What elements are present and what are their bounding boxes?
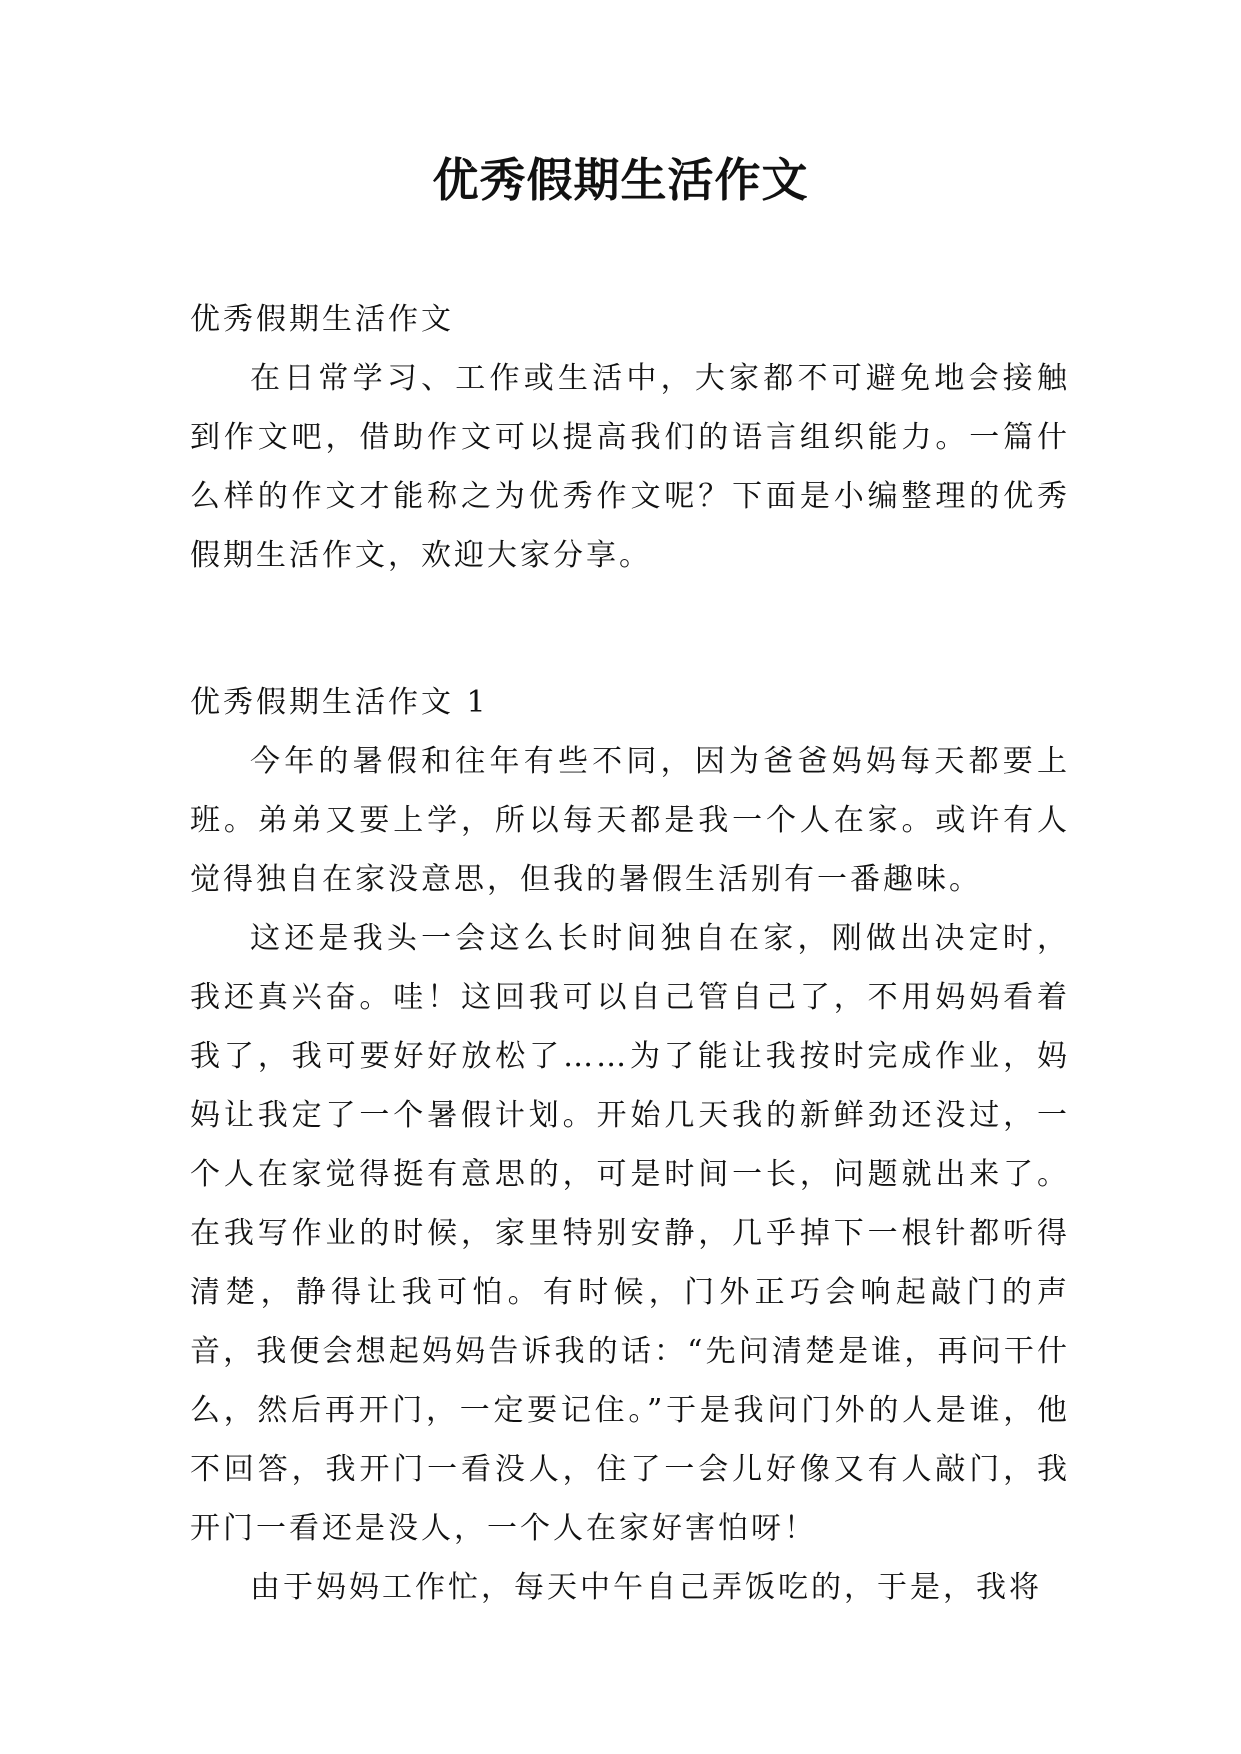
- section1-paragraph-2: 这还是我头一会这么长时间独自在家，刚做出决定时，我还真兴奋。哇！这回我可以自己管自己了，不用妈妈看着我了，我可要好好放松了……为了能让我按时完成作业，妈妈让我定了一个暑假计划。开始几天我的新鲜劲还没过，一个人在家觉得挺有意思的，可是时间一长，问题就出来了。在我写作业的时候，家里特别安静，几乎掉下一根针都听得清楚，静得让我可怕。有时候，门外正巧会响起敲门的声音，我便会想起妈妈告诉我的话：“先问清楚是谁，再问干什么，然后再开门，一定要记住。”于是我问门外的人是谁，他不回答，我开门一看没人，住了一会儿好像又有人敲门，我开门一看还是没人，一个人在家好害怕呀！: [190, 921, 1070, 1546]
- section1-heading: 优秀假期生活作文 1: [190, 685, 489, 720]
- section-spacer: [190, 585, 1070, 673]
- section1-paragraph-1: 今年的暑假和往年有些不同，因为爸爸妈妈每天都要上班。弟弟又要上学，所以每天都是我一个人在家。或许有人觉得独自在家没意思，但我的暑假生活别有一番趣味。: [190, 744, 1070, 897]
- document-body: [190, 290, 1070, 1617]
- intro-heading: 优秀假期生活作文: [190, 302, 454, 337]
- section1-paragraph-3: 由于妈妈工作忙，每天中午自己弄饭吃的，于是，我将: [250, 1570, 1042, 1605]
- intro-paragraph: 在日常学习、工作或生活中，大家都不可避免地会接触到作文吧，借助作文可以提高我们的语言组织能力。一篇什么样的作文才能称之为优秀作文呢？下面是小编整理的优秀假期生活作文，欢迎大家分享。: [190, 361, 1070, 573]
- document-title: 优秀假期生活作文: [432, 153, 809, 207]
